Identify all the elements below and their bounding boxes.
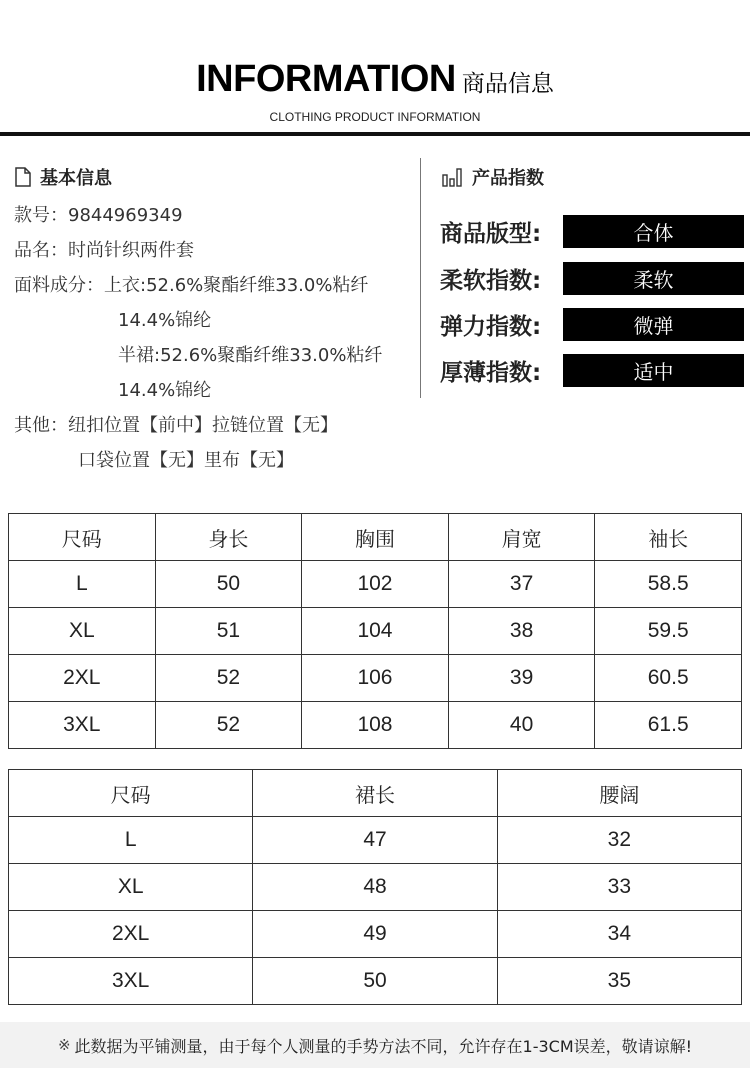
index-label-elasticity: 弹力指数: (440, 314, 542, 340)
table-header-cell: 尺码 (9, 514, 156, 561)
product-name-label: 品名： (14, 240, 68, 261)
index-row-fit (440, 215, 744, 248)
index-row-thickness (440, 354, 744, 387)
table-cell: 32 (497, 817, 741, 864)
header-divider (0, 132, 750, 136)
table-cell: 58.5 (595, 561, 742, 608)
table-cell: 35 (497, 958, 741, 1005)
table-header-cell: 胸围 (302, 514, 449, 561)
table-cell: 38 (448, 608, 595, 655)
title-row (0, 58, 750, 101)
table-cell: L (9, 817, 253, 864)
table-header-cell: 肩宽 (448, 514, 595, 561)
table-cell: XL (9, 608, 156, 655)
style-number-row (14, 205, 183, 227)
table-cell: L (9, 561, 156, 608)
index-label-fit: 商品版型: (440, 221, 542, 247)
basic-info-title: 基本信息 (40, 168, 112, 189)
table-header-cell: 袖长 (595, 514, 742, 561)
index-row-elasticity (440, 308, 744, 341)
style-number-label: 款号： (14, 205, 68, 226)
table-row (9, 911, 742, 958)
table-cell: 106 (302, 655, 449, 702)
table-header-row (9, 514, 742, 561)
table-cell: 40 (448, 702, 595, 749)
fabric-top-line2: 14.4%锦纶 (118, 310, 212, 331)
note-icon: ※ (57, 1036, 71, 1054)
measurement-note (0, 1022, 750, 1068)
table-row (9, 958, 742, 1005)
table-row (9, 608, 742, 655)
table-header-cell: 尺码 (9, 770, 253, 817)
title-chinese: 商品信息 (461, 71, 554, 97)
table-cell: 50 (253, 958, 497, 1005)
table-header-row (9, 770, 742, 817)
table-cell: 47 (253, 817, 497, 864)
table-cell: 104 (302, 608, 449, 655)
product-name-row (14, 240, 194, 262)
table-cell: 48 (253, 864, 497, 911)
top-size-table (8, 513, 742, 749)
table-header-cell: 腰阔 (497, 770, 741, 817)
table-cell: 3XL (9, 702, 156, 749)
table-row (9, 655, 742, 702)
fabric-row (14, 275, 368, 297)
table-header-cell: 裙长 (253, 770, 497, 817)
table-cell: 39 (448, 655, 595, 702)
other-line2: 口袋位置【无】里布【无】 (78, 450, 294, 471)
table-row (9, 864, 742, 911)
table-cell: 102 (302, 561, 449, 608)
fabric-skirt-line1: 半裙:52.6%聚酯纤维33.0%粘纤 (118, 345, 383, 366)
bar-chart-icon (442, 167, 464, 187)
table-cell: 52 (155, 655, 302, 702)
other-row (14, 415, 338, 437)
table-row (9, 561, 742, 608)
style-number-value: 9844969349 (68, 205, 183, 226)
product-index-heading (442, 164, 544, 190)
table-cell: 61.5 (595, 702, 742, 749)
table-cell: 2XL (9, 655, 156, 702)
page-header (0, 0, 750, 136)
skirt-size-table (8, 769, 742, 1005)
table-cell: 37 (448, 561, 595, 608)
table-cell: 34 (497, 911, 741, 958)
table-row (9, 702, 742, 749)
index-value-fit: 合体 (563, 215, 744, 248)
table-cell: 52 (155, 702, 302, 749)
product-name-value: 时尚针织两件套 (68, 240, 194, 261)
document-icon (14, 167, 32, 187)
index-label-softness: 柔软指数: (440, 268, 542, 294)
fabric-label: 面料成分： (14, 275, 104, 296)
other-line1: 纽扣位置【前中】拉链位置【无】 (68, 415, 338, 436)
table-cell: 33 (497, 864, 741, 911)
index-value-thickness: 适中 (563, 354, 744, 387)
table-cell: 108 (302, 702, 449, 749)
fabric-top-line1: 上衣:52.6%聚酯纤维33.0%粘纤 (104, 275, 369, 296)
table-cell: 51 (155, 608, 302, 655)
measurement-note-text: 此数据为平铺测量，由于每个人测量的手势方法不同，允许存在1-3CM误差，敬请谅解! (74, 1036, 693, 1056)
table-cell: XL (9, 864, 253, 911)
table-row (9, 817, 742, 864)
index-value-elasticity: 微弹 (563, 308, 744, 341)
column-divider (420, 158, 421, 398)
index-row-softness (440, 262, 744, 295)
table-cell: 60.5 (595, 655, 742, 702)
basic-info-heading (14, 164, 112, 190)
other-label: 其他： (14, 415, 68, 436)
table-cell: 59.5 (595, 608, 742, 655)
product-index-title: 产品指数 (472, 168, 544, 189)
table-cell: 49 (253, 911, 497, 958)
index-label-thickness: 厚薄指数: (440, 360, 542, 386)
table-cell: 3XL (9, 958, 253, 1005)
index-value-softness: 柔软 (563, 262, 744, 295)
title-english: INFORMATION (196, 58, 456, 100)
table-header-cell: 身长 (155, 514, 302, 561)
fabric-skirt-line2: 14.4%锦纶 (118, 380, 212, 401)
table-cell: 2XL (9, 911, 253, 958)
table-cell: 50 (155, 561, 302, 608)
subtitle: CLOTHING PRODUCT INFORMATION (269, 110, 481, 124)
